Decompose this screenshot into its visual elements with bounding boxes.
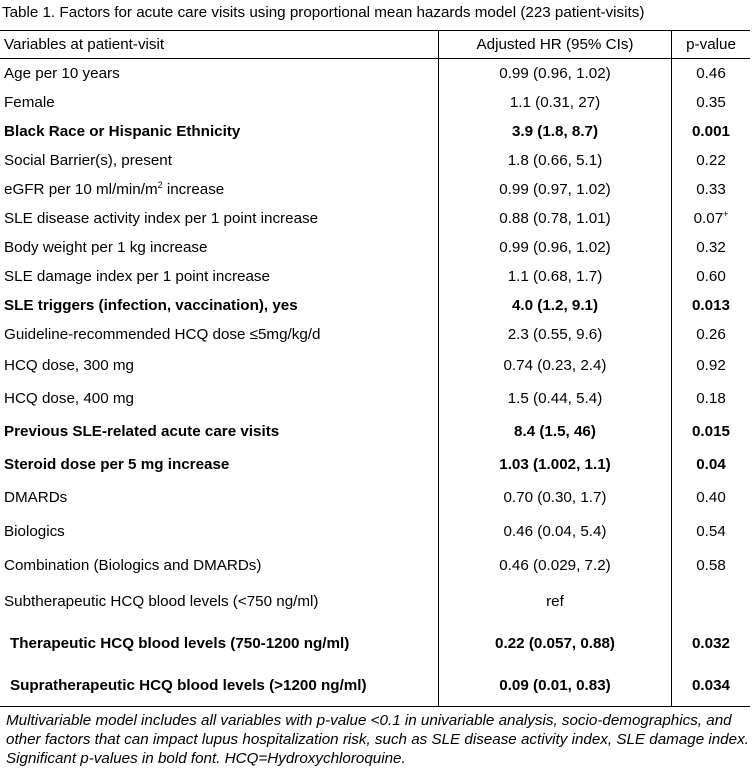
row-variable: HCQ dose, 400 mg: [0, 382, 439, 415]
header-variables: Variables at patient-visit: [0, 31, 439, 59]
row-p: 0.92: [696, 356, 726, 374]
row-p: [672, 204, 751, 233]
table-row: [0, 382, 750, 415]
row-hr: 0.74 (0.23, 2.4): [439, 349, 672, 382]
row-hr: 1.1 (0.68, 1.7): [439, 262, 672, 291]
table-row: [0, 320, 750, 349]
row-hr: 2.3 (0.55, 9.6): [439, 320, 672, 349]
row-p: 0.034: [691, 677, 730, 695]
row-hr: 0.22 (0.057, 0.88): [439, 621, 672, 666]
table-row: [0, 262, 750, 291]
row-p: 0.18: [696, 389, 726, 407]
row-p: 0.33: [696, 180, 726, 198]
row-hr: 0.46 (0.029, 7.2): [439, 549, 672, 583]
row-hr: 0.99 (0.96, 1.02): [439, 233, 672, 262]
row-variable: Social Barrier(s), present: [0, 146, 439, 175]
row-variable: Supratherapeutic HCQ blood levels (>1200 ng/ml): [0, 666, 439, 707]
table-row: [0, 583, 750, 621]
table-row: [0, 88, 750, 117]
row-variable-superscript: 2: [157, 179, 163, 190]
row-p: 0.22: [696, 151, 726, 169]
row-variable-text: eGFR per 10 ml/min/m: [4, 180, 158, 198]
table-row: [0, 621, 750, 666]
table-row: [0, 515, 750, 549]
results-table: [0, 30, 750, 707]
row-hr: 0.09 (0.01, 0.83): [439, 666, 672, 707]
row-hr: 1.1 (0.31, 27): [439, 88, 672, 117]
row-p: 0.35: [696, 93, 726, 111]
row-hr: 3.9 (1.8, 8.7): [439, 117, 672, 146]
row-variable: Previous SLE-related acute care visits: [0, 415, 439, 448]
row-variable: Subtherapeutic HCQ blood levels (<750 ng/ml): [0, 583, 439, 621]
row-p: 0.54: [696, 523, 726, 540]
row-hr: 0.99 (0.97, 1.02): [439, 175, 672, 204]
table-row: [0, 175, 750, 204]
row-variable: SLE triggers (infection, vaccination), yes: [0, 291, 439, 320]
row-hr: 4.0 (1.2, 9.1): [439, 291, 672, 320]
row-variable: Therapeutic HCQ blood levels (750-1200 ng/ml): [0, 621, 439, 666]
row-hr: 8.4 (1.5, 46): [439, 415, 672, 448]
table-row: [0, 146, 750, 175]
table-caption: Table 1. Factors for acute care visits using proportional mean hazards model (223 patient-visits): [2, 4, 645, 21]
row-p: 0.013: [691, 296, 730, 314]
row-hr: 0.88 (0.78, 1.01): [439, 204, 672, 233]
row-variable: Black Race or Hispanic Ethnicity: [0, 117, 439, 146]
table-footnote: Multivariable model includes all variables with p-value <0.1 in univariable analysis, socio-demographics, and other factors that can impact lupus hospitalization risk, such as SLE disease activity index, SLE damage index. Significant p-values in bold font. HCQ=Hydroxychloroquine.: [6, 712, 749, 767]
row-p: 0.40: [696, 489, 726, 506]
table-row: [0, 666, 750, 707]
row-variable: Guideline-recommended HCQ dose ≤5mg/kg/d: [0, 320, 439, 349]
row-p: [672, 583, 751, 621]
row-variable: SLE disease activity index per 1 point increase: [0, 204, 439, 233]
table-row: [0, 415, 750, 448]
header-adjusted-hr: Adjusted HR (95% CIs): [439, 31, 672, 59]
row-p-superscript: +: [723, 208, 729, 219]
row-p: 0.32: [696, 238, 726, 256]
row-variable: Steroid dose per 5 mg increase: [0, 448, 439, 481]
table-row: [0, 549, 750, 583]
row-p: 0.015: [691, 422, 730, 440]
row-hr: 1.03 (1.002, 1.1): [439, 448, 672, 481]
row-p: 0.26: [696, 325, 726, 343]
row-p: 0.032: [691, 634, 730, 652]
row-p-text: 0.07: [693, 209, 724, 227]
row-hr: 0.70 (0.30, 1.7): [439, 481, 672, 515]
row-p: 0.04: [696, 455, 726, 473]
table-row: [0, 204, 750, 233]
row-variable: Age per 10 years: [0, 59, 439, 88]
row-p: 0.46: [696, 64, 726, 82]
row-hr: 1.8 (0.66, 5.1): [439, 146, 672, 175]
row-p: 0.001: [691, 122, 730, 140]
row-variable: Biologics: [0, 515, 439, 549]
row-variable: DMARDs: [0, 481, 439, 515]
row-variable: SLE damage index per 1 point increase: [0, 262, 439, 291]
row-hr: 0.99 (0.96, 1.02): [439, 59, 672, 88]
table-row: [0, 117, 750, 146]
row-variable: [0, 175, 439, 204]
row-p: 0.60: [696, 267, 726, 285]
row-variable: Female: [0, 88, 439, 117]
table-row: [0, 448, 750, 481]
table-row: [0, 349, 750, 382]
row-p: 0.58: [696, 557, 726, 574]
table-row: [0, 233, 750, 262]
table-row: [0, 59, 750, 88]
table-header-row: [0, 31, 750, 59]
row-variable: HCQ dose, 300 mg: [0, 349, 439, 382]
table-row: [0, 481, 750, 515]
row-variable: Combination (Biologics and DMARDs): [0, 549, 439, 583]
row-hr: ref: [439, 583, 672, 621]
row-hr: 1.5 (0.44, 5.4): [439, 382, 672, 415]
row-hr: 0.46 (0.04, 5.4): [439, 515, 672, 549]
row-variable: Body weight per 1 kg increase: [0, 233, 439, 262]
row-variable-tail: increase: [162, 180, 225, 198]
header-p-value: p-value: [686, 36, 736, 53]
table-row: [0, 291, 750, 320]
